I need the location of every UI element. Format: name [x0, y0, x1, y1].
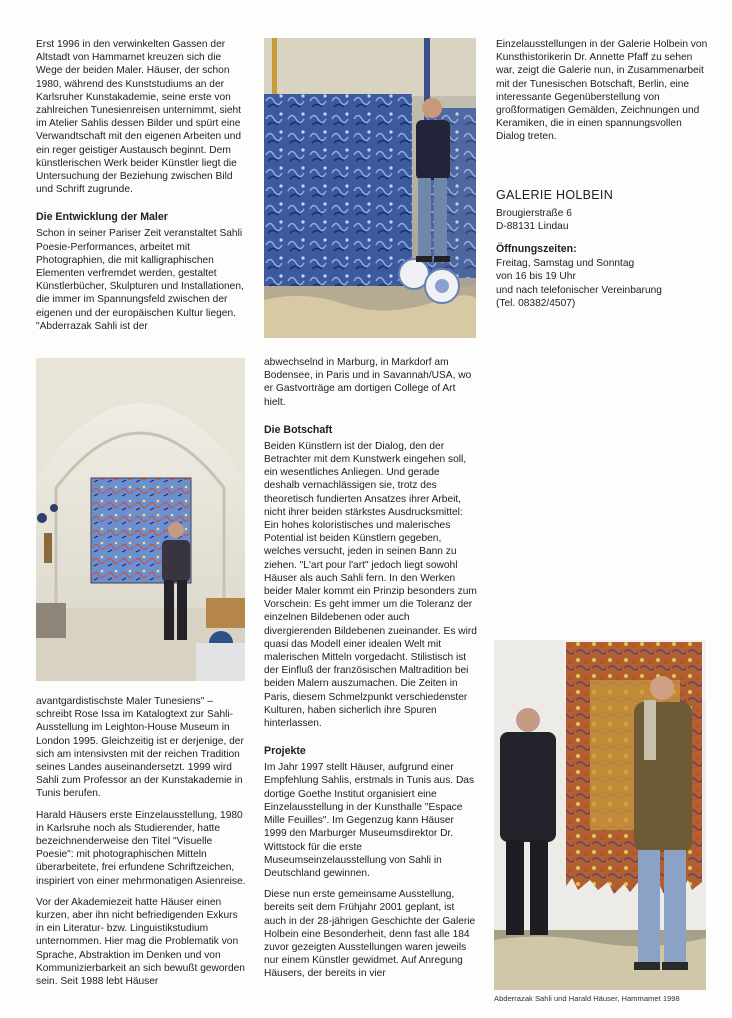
photo-sahli-and-haeuser-image	[494, 640, 706, 990]
gallery-name: GALERIE HOLBEIN	[496, 187, 614, 202]
opening-hours-line-2: von 16 bis 19 Uhr	[496, 271, 576, 283]
opening-hours-label: Öffnungszeiten:	[496, 243, 577, 256]
left-bottom-paragraph-3: Vor der Akademiezeit hatte Häuser einen kurzen, aber ihn nicht befriedigenden Exkurs in ein Literatur- bzw. Linguistikstudium unternommen. Hier mag die Problematik von Sprache, Abstraktion im Denken und von Kommunizierbarkeit an sich bewußt geworden sein. Seit 1988 lebt Häuser	[36, 896, 245, 988]
section-heading-entwicklung: Die Entwicklung der Maler	[36, 211, 168, 224]
left-bottom-paragraph-2: Harald Häusers erste Einzelausstellung, 1980 in Karlsruhe noch als Studierender, hatte bezeichnenderweise den Titel "Visuelle Poesie": mit photographischen Mitteln überarbeitete, frei erfundene Schriftzeichen, inspiriert von einer mehrmonatigen Asienreise.	[36, 809, 246, 887]
gallery-info	[496, 188, 710, 310]
botschaft-paragraph: Beiden Künstlern ist der Dialog, den der Betrachter mit dem Kunstwerk eingehen soll, ein wesentliches Anliegen. Und gerade deshalb vernachlässigen sie, trotz des theoretisch fundierten Ansatzes ihrer Arbeit, nicht ihrer beiden stärkstes Ausdrucksmittel: Ein hohes koloristisches und malerisches Potential ist beiden Künstlern gegeben, welches versucht, jeden in seinen Bann zu ziehen. "L'art pour l'art" jedoch liegt sowohl Häuser als auch Sahli fern. In den Werken beider Maler kommt ein Prinzip besonders zum Vorschein: Es geht immer um die Toleranz der einzelnen Bildebenen oder auch divergierenden Bildebenen zueinander. Es wird quasi das Modell einer idealen Welt mit malerischen Mitteln vorgedacht. Stilistisch ist der Einfluß der französischen Maltradition bei beiden Malern auszumachen. Die Zeiten in Paris, diesem Schmelzpunkt verschiedenster Kulturen, haben sicherlich ihre Spuren hinterlassen.	[264, 440, 477, 730]
projekte-paragraph-2: Diese nun erste gemeinsame Ausstellung, bereits seit dem Frühjahr 2001 geplant, ist auch in der 28-jährigen Geschichte der Galerie Holbein eine Besonderheit, denn fast alle 184 zuvor gezeigten Ausstellungen waren jeweils nur einem Künstler gewidmet. Auf Anregung Häusers, der bereits in vier	[264, 889, 476, 980]
column-right-top	[496, 38, 710, 310]
middle-intro-paragraph: abwechselnd in Marburg, in Markdorf am Bodensee, in Paris und in Savannah/USA, wo er Gastvorträge am dortigen College of Art hielt.	[264, 357, 472, 408]
gallery-street: Brougierstraße 6	[496, 207, 572, 219]
column-left-bottom	[36, 695, 248, 996]
gallery-phone: (Tel. 08382/4507)	[496, 297, 576, 309]
column-middle	[264, 356, 478, 989]
gallery-city: D-88131 Lindau	[496, 220, 569, 232]
photo-caption: Abderrazak Sahli und Harald Häuser, Hammamet 1998	[494, 994, 680, 1003]
entwicklung-paragraph: Schon in seiner Pariser Zeit veranstaltet Sahli Poesie-Performances, arbeitet mit Photographien, die mit kalligraphischen Elementen verfremdet werden, gestaltet Künstlerbücher, Skulpturen und Installationen, die immer im Spannungsfeld zwischen der eigenen und der europäischen Kultur liegen. "Abderrazak Sahli ist der	[36, 228, 244, 332]
photo-sahli-and-haeuser	[494, 640, 706, 990]
column-left-top	[36, 38, 248, 341]
intro-paragraph: Erst 1996 in den verwinkelten Gassen der Altstadt von Hammamet kreuzen sich die Wege der beiden Maler. Häuser, der schon 1980, während des Kunststudiums an der Karlsruher Kunstakademie, seine erste von zahlreichen Tunesienreisen unternimmt, sieht im Atelier Sahlis dessen Bilder und spürt eine Verwandtschaft mit den eigenen Arbeiten und ein reger geistiger Austausch beginnt. Dem künstlerischen Werk beider Künstler liegt die Untersuchung der Beziehung zwischen Bild und Schrift zugrunde.	[36, 39, 242, 196]
section-heading-botschaft: Die Botschaft	[264, 423, 333, 436]
photo-sahli-vaulted-studio	[36, 358, 245, 681]
projekte-paragraph-1: Im Jahr 1997 stellt Häuser, aufgrund einer Empfehlung Sahlis, erstmals in Tunis aus. Das dortige Goethe Institut organisiert eine Einzelausstellung in der Kunsthalle "Espace Mille Feuilles". Im Gegenzug kann Häuser 1999 den Marburger Museumsdirektor Dr. Wittstock für die erste Museumseinzelausstellung von Sahli in Deutschland gewinnen.	[264, 762, 475, 879]
right-intro-paragraph: Einzelausstellungen in der Galerie Holbein von Kunsthistorikerin Dr. Annette Pfaff zu sehen war, zeigt die Galerie nun, in Zusammenarbeit mit der Tunesischen Botschaft, Berlin, eine interessante Gegenüberstellung von großformatigen Gemälden, Zeichnungen und Keramiken, die in einen spannungsvollen Dialog treten.	[496, 39, 708, 143]
photo-haeuser-studio-image	[264, 38, 476, 338]
opening-hours-line-1: Freitag, Samstag und Sonntag	[496, 258, 635, 270]
left-bottom-paragraph-1: avantgardistischste Maler Tunesiens" – schreibt Rose Issa im Katalogtext zur Sahli-Ausstellung im Leighton-House Museum in London 1995. Gleichzeitig ist er derjenige, der sich am intensivsten mit der reichen Tradition seines Landes auseinandersetzt. 1999 wird Sahli zum Professor an der Kunstakademie in Tunis berufen.	[36, 696, 244, 800]
photo-haeuser-studio	[264, 38, 476, 338]
photo-sahli-vaulted-studio-image	[36, 358, 245, 681]
opening-hours-line-3: und nach telefonischer Vereinbarung	[496, 284, 662, 296]
section-heading-projekte: Projekte	[264, 745, 306, 758]
